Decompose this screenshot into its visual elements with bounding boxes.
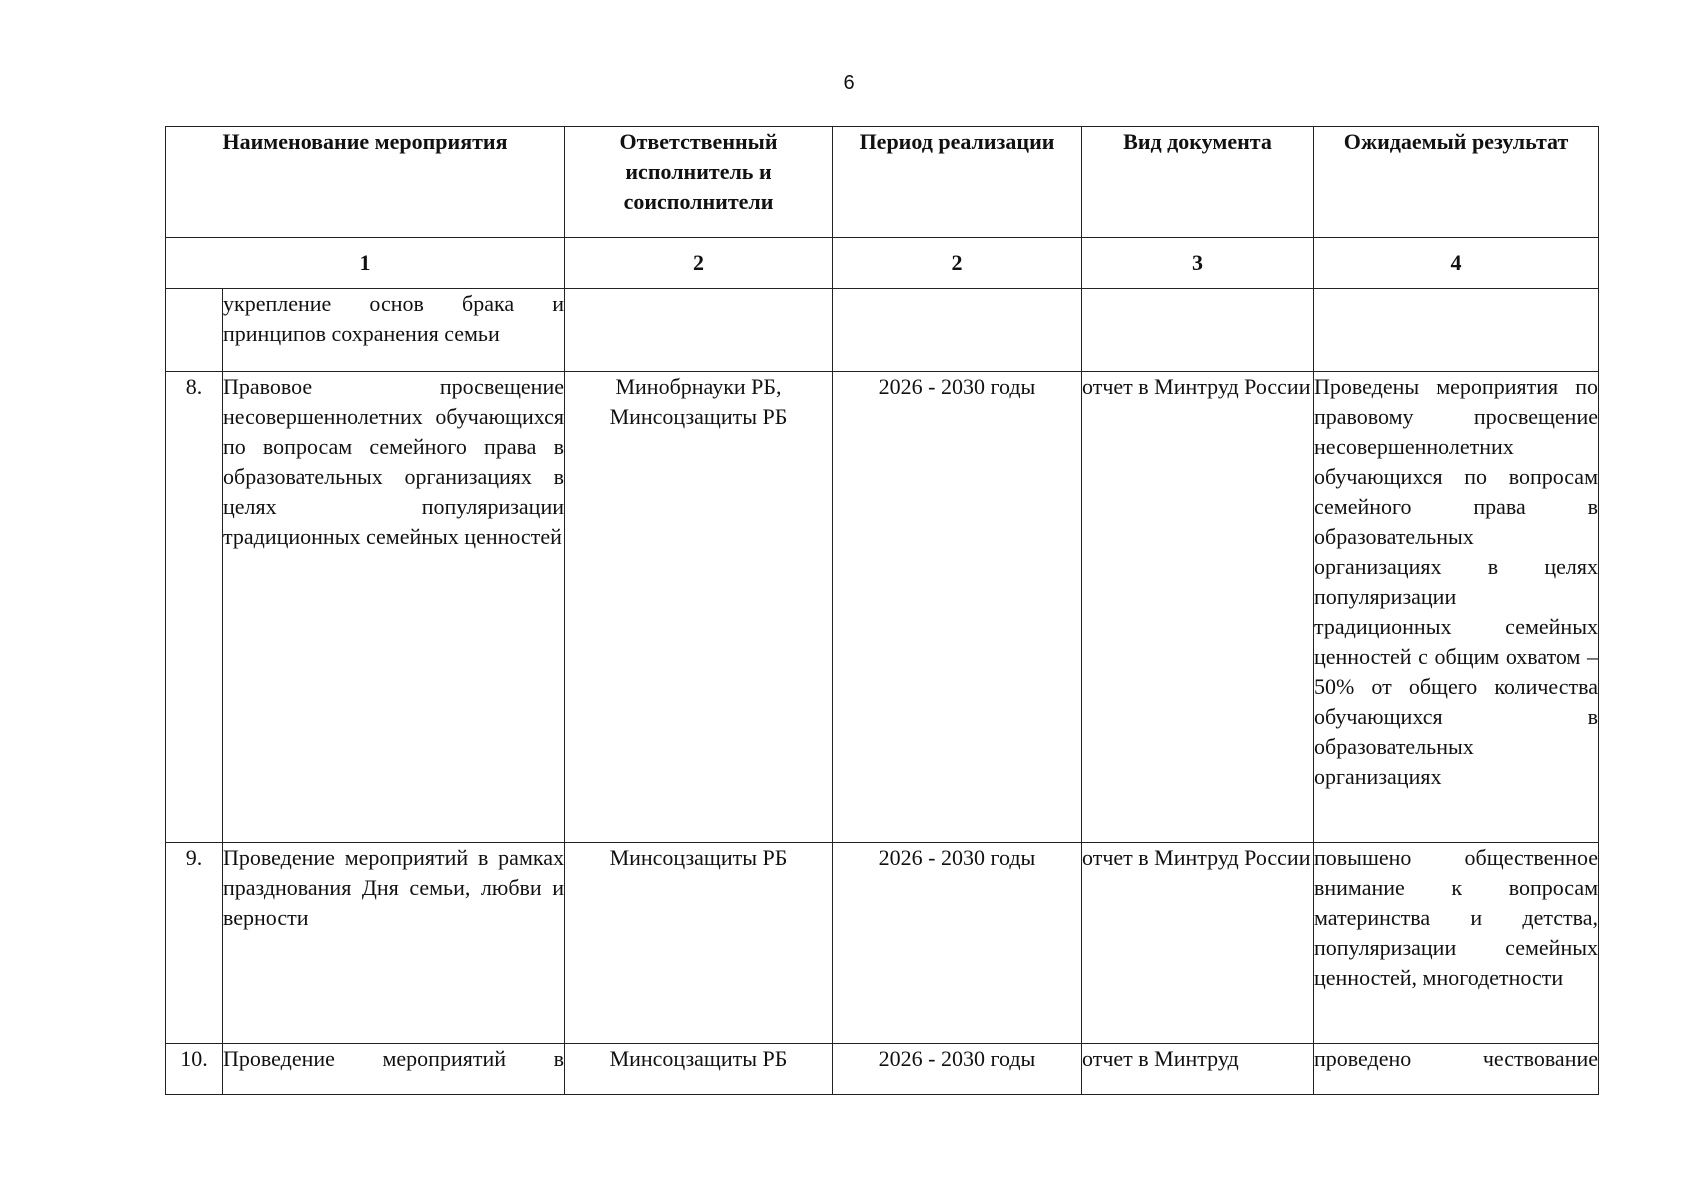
header-document: Вид документа	[1082, 127, 1314, 238]
header-result: Ожидаемый результат	[1314, 127, 1599, 238]
row-responsible	[565, 289, 833, 372]
row-period: 2026 - 2030 годы	[833, 1044, 1082, 1095]
row-responsible: Минобрнауки РБ, Минсоцзащиты РБ	[565, 372, 833, 843]
page-number: 6	[843, 72, 855, 94]
column-number-document: 3	[1082, 238, 1314, 289]
row-result	[1314, 289, 1599, 372]
row-responsible: Минсоцзащиты РБ	[565, 1044, 833, 1095]
table-header-row	[166, 127, 1599, 238]
header-period: Период реализации	[833, 127, 1082, 238]
header-name: Наименование мероприятия	[166, 127, 565, 238]
events-table	[165, 126, 1599, 1095]
table-row	[166, 289, 1599, 372]
row-document: отчет в Минтруд России	[1082, 843, 1314, 1044]
column-number-responsible: 2	[565, 238, 833, 289]
row-period	[833, 289, 1082, 372]
table-row	[166, 843, 1599, 1044]
row-document	[1082, 289, 1314, 372]
row-document: отчет в Минтруд России	[1082, 372, 1314, 843]
row-number: 8.	[166, 372, 223, 843]
table-row	[166, 372, 1599, 843]
row-number: 10.	[166, 1044, 223, 1095]
row-event-name: укрепление основ брака и принципов сохранения семьи	[223, 289, 565, 372]
row-document: отчет в Минтруд	[1082, 1044, 1314, 1095]
row-event-name: Проведение мероприятий в рамках празднования Дня семьи, любви и верности	[223, 843, 565, 1044]
row-number	[166, 289, 223, 372]
row-number: 9.	[166, 843, 223, 1044]
row-result: Проведены мероприятия по правовому просвещение несовершеннолетних обучающихся по вопросам семейного права в образовательных организациях в целях популяризации традиционных семейных ценностей с общим охватом – 50% от общего количества обучающихся в образовательных организациях	[1314, 372, 1599, 843]
row-result: повышено общественное внимание к вопросам материнства и детства, популяризации семейных ценностей, многодетности	[1314, 843, 1599, 1044]
row-period: 2026 - 2030 годы	[833, 372, 1082, 843]
row-period: 2026 - 2030 годы	[833, 843, 1082, 1044]
column-number-row	[166, 238, 1599, 289]
column-number-name: 1	[166, 238, 565, 289]
column-number-result: 4	[1314, 238, 1599, 289]
header-responsible: Ответственный исполнитель и соисполнители	[565, 127, 833, 238]
row-event-name: Правовое просвещение несовершеннолетних обучающихся по вопросам семейного права в образовательных организациях в целях популяризации традиционных семейных ценностей	[223, 372, 565, 843]
column-number-period: 2	[833, 238, 1082, 289]
row-responsible: Минсоцзащиты РБ	[565, 843, 833, 1044]
table-row	[166, 1044, 1599, 1095]
row-result: проведено чествование	[1314, 1044, 1599, 1095]
row-event-name: Проведение мероприятий в	[223, 1044, 565, 1095]
